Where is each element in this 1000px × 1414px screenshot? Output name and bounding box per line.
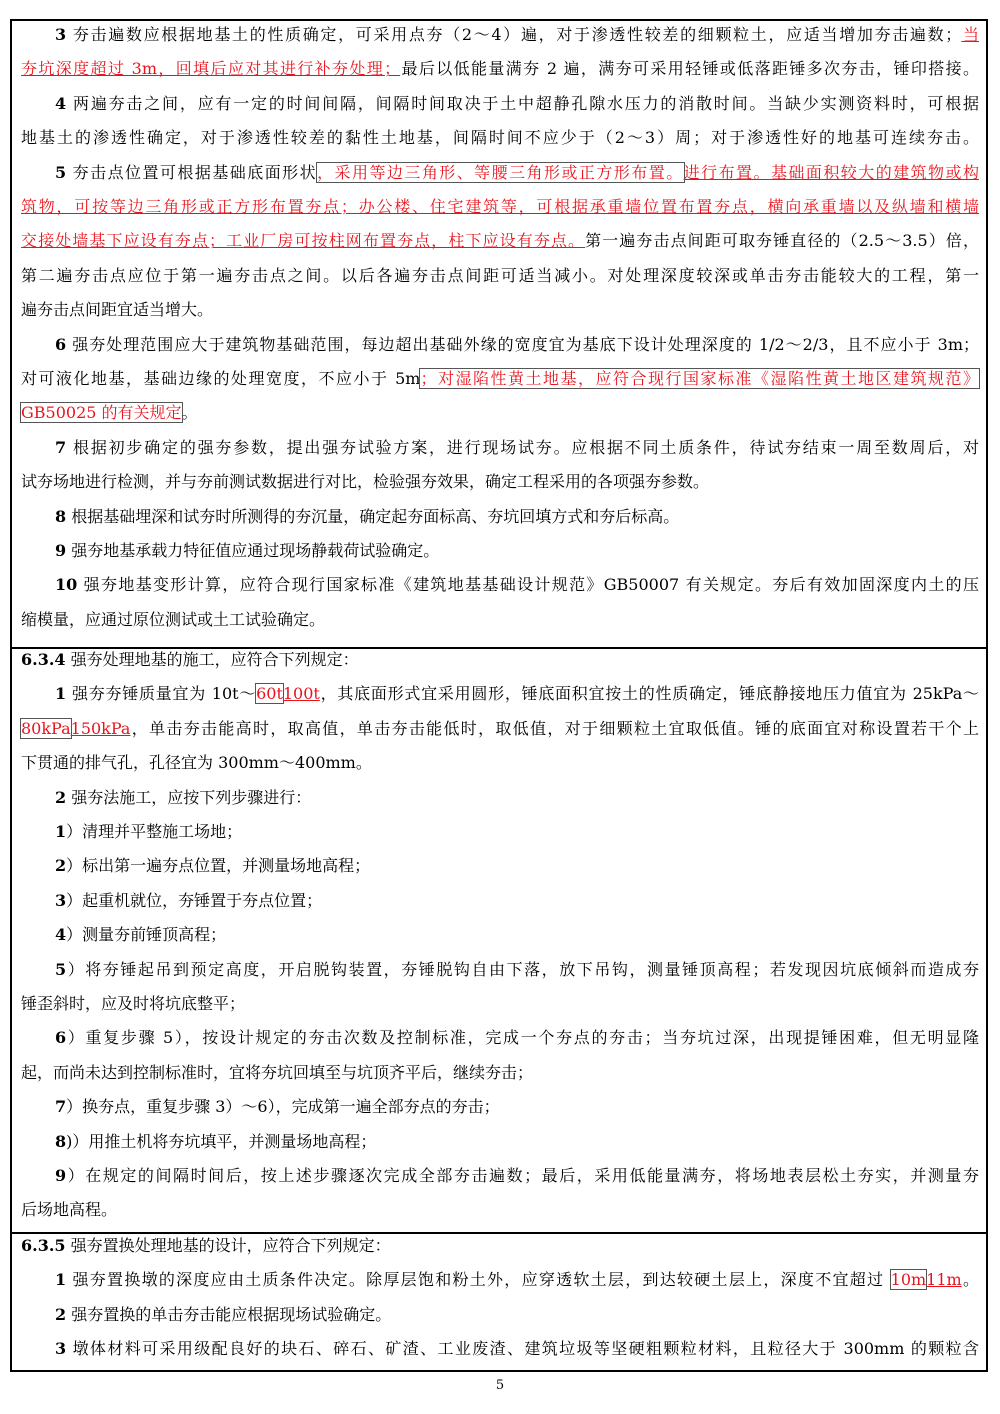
item-number: 3	[55, 890, 67, 910]
text-line	[55, 333, 979, 357]
item-number: 7	[55, 1097, 67, 1117]
page-number: 5	[495, 1378, 505, 1393]
body-text: 两遍夯击之间，应有一定的时间间隔，间隔时间取决于土中超静孔隙水压力的消散时间。当缺少实测资料时，可根据	[66, 93, 979, 113]
text-line	[21, 608, 979, 632]
deleted-text-box: 60t	[256, 684, 283, 704]
item-number: 2	[55, 787, 67, 807]
text-line	[21, 470, 979, 494]
text-line	[55, 1303, 979, 1327]
item-number: 4	[55, 93, 67, 113]
item-number: 9	[55, 1166, 67, 1185]
body-text: )）用推土机将夯坑填平，并测量场地高程；	[66, 1131, 377, 1151]
deleted-text-box: 10m	[890, 1270, 927, 1290]
body-text: 强夯处理地基的施工，应符合下列规定：	[65, 650, 359, 669]
item-number: 2	[55, 1304, 67, 1324]
body-text: 强夯地基变形计算，应符合现行国家标准《建筑地基基础设计规范》GB50007 有关规定。夯后有效加固深度内土的压	[77, 575, 979, 595]
item-number: 6	[55, 1028, 67, 1048]
body-text: 第二遍夯击点应位于第一遍夯击点之间。以后各遍夯击点间距可适当减小。对处理深度较深或单击夯击能较大的工程，第一	[21, 265, 979, 285]
text-line	[55, 786, 979, 810]
item-number: 6	[55, 334, 67, 354]
body-text: 对可液化地基，基础边缘的处理宽度，不应小于 5m	[21, 369, 421, 388]
body-text: ）清理并平整施工场地；	[66, 822, 243, 841]
body-text: 最后以低能量满夯 2 遍，满夯可采用轻锤或低落距锤多次夯击，锤印搭接。	[400, 59, 979, 79]
item-number: 2	[55, 856, 67, 876]
body-text: 。	[961, 1270, 979, 1290]
item-number: 8	[55, 506, 67, 526]
text-line	[55, 923, 979, 947]
body-text: 根据基础埋深和试夯时所测得的夯沉量，确定起夯面标高、夯坑回填方式和夯后标高。	[66, 506, 680, 526]
text-line	[21, 195, 979, 219]
text-line	[55, 1130, 979, 1154]
body-text: 第一遍夯击点间距可取夯锤直径的（2.5～3.5）倍，	[585, 231, 979, 251]
text-line	[55, 573, 979, 597]
text-line	[21, 367, 979, 391]
body-text: ）标出第一遍夯点位置，并测量场地高程；	[66, 856, 371, 876]
body-text: 强夯地基承载力特征值应通过现场静载荷试验确定。	[66, 541, 440, 560]
item-number: 8	[55, 1131, 67, 1151]
text-line	[55, 958, 979, 982]
text-line	[55, 1026, 979, 1050]
deleted-text-box: GB50025 的有关规定	[21, 403, 182, 423]
body-text: 试夯场地进行检测，并与夯前测试数据进行对比，检验强夯效果，确定工程采用的各项强夯参数。	[21, 472, 710, 492]
text-line	[55, 161, 979, 185]
body-text: 强夯法施工，应按下列步骤进行：	[66, 787, 312, 807]
text-line	[55, 1164, 979, 1188]
item-number: 5	[55, 959, 67, 979]
text-line	[55, 854, 979, 878]
text-line	[21, 298, 979, 322]
item-number: 1	[55, 1270, 67, 1290]
text-line	[21, 229, 979, 253]
body-text: ，其底面形式宜采用圆形，锤底面积宜按土的性质确定，锤底静接地压力值宜为 25kPa～	[319, 684, 979, 704]
text-line	[21, 1061, 979, 1085]
text-line	[21, 751, 979, 775]
inserted-text: 筑物，可按等边三角形或正方形布置夯点；办公楼、住宅建筑等，可根据承重墙位置布置夯点，横向承重墙以及纵墙和横墙	[21, 197, 979, 216]
body-text: 遍夯击点间距宜适当增大。	[21, 300, 214, 320]
inserted-text: 交接处墙基下应设有夯点；工业厂房可按柱网布置夯点，柱下应设有夯点。	[21, 231, 586, 251]
text-line	[21, 401, 979, 425]
body-text: 地基土的渗透性确定，对于渗透性较差的黏性土地基，间隔时间不应少于（2～3）周；对于渗透性好的地基可连续夯击。	[21, 128, 979, 148]
body-text: ）重复步骤 5），按设计规定的夯击次数及控制标准，完成一个夯点的夯击；当夯坑过深，出现提锤困难，但无明显隆	[66, 1028, 979, 1048]
text-line	[55, 1268, 979, 1292]
item-number: 10	[55, 575, 78, 595]
text-line	[55, 92, 979, 116]
text-line	[55, 505, 979, 529]
body-text: ）将夯锤起吊到预定高度，开启脱钩装置，夯锤脱钩自由下落，放下吊钩，测量锤顶高程；若发现因坑底倾斜而造成夯	[66, 959, 979, 979]
body-text: ）测量夯前锤顶高程；	[66, 925, 227, 945]
text-line	[55, 23, 979, 47]
inserted-text: 100t	[282, 684, 320, 704]
item-number: 1	[55, 822, 67, 841]
text-line	[55, 682, 979, 706]
body-text: 锤歪斜时，应及时将坑底整平；	[21, 994, 246, 1013]
body-text: 根据初步确定的强夯参数，提出强夯试验方案，进行现场试夯。应根据不同土质条件，待试夯结束一周至数周后，对	[66, 437, 979, 457]
text-line	[21, 264, 979, 288]
body-text: ）起重机就位，夯锤置于夯点位置；	[66, 890, 323, 910]
body-text: 强夯置换的单击夯击能应根据现场试验确定。	[66, 1304, 392, 1324]
item-number: 6.3.5	[21, 1236, 66, 1255]
body-text: ）在规定的间隔时间后，按上述步骤逐次完成全部夯击遍数；最后，采用低能量满夯，将场地表层松土夯实，并测量夯	[66, 1166, 979, 1185]
inserted-text: 150kPa	[70, 718, 131, 738]
body-text: 。	[181, 403, 198, 423]
deleted-text-box: 80kPa	[21, 718, 71, 738]
inserted-text: 进行布置。基础面积较大的建筑物或构	[683, 162, 979, 182]
body-text: 强夯夯锤质量宜为 10t～	[66, 684, 257, 704]
body-text: 强夯处理范围应大于建筑物基础范围，每边超出基础外缘的宽度宜为基底下设计处理深度的 1/2～2/3，且不应小于 3m；	[66, 334, 979, 354]
body-text: 后场地高程。	[21, 1200, 118, 1220]
body-text: 起，而尚未达到控制标准时，宜将夯坑回填至与坑顶齐平后，继续夯击；	[21, 1062, 534, 1082]
inserted-text: 夯坑深度超过 3m，回填后应对其进行补夯处理；	[21, 59, 401, 79]
text-line	[21, 717, 979, 741]
body-text: ）换夯点，重复步骤 3）～6），完成第一遍全部夯点的夯击；	[66, 1097, 500, 1117]
body-text: ，单击夯击能高时，取高值，单击夯击能低时，取低值，对于细颗粒土宜取低值。锤的底面宜对称设置若干个上	[130, 718, 979, 738]
body-text: 强夯置换处理地基的设计，应符合下列规定：	[65, 1236, 391, 1255]
item-number: 4	[55, 925, 67, 945]
text-line	[55, 539, 979, 563]
body-text: 夯击点位置可根据基础底面形状	[66, 162, 318, 182]
inserted-text: 当	[961, 25, 979, 44]
body-text: 墩体材料可采用级配良好的块石、碎石、矿渣、工业废渣、建筑垃圾等坚硬粗颗粒材料，且粒径大于 300mm 的颗粒含	[66, 1339, 979, 1359]
text-line	[21, 126, 979, 150]
item-number: 3	[55, 25, 67, 44]
text-line	[55, 1337, 979, 1361]
text-line	[21, 1234, 979, 1258]
text-line	[55, 1095, 979, 1119]
body-text: 下贯通的排气孔，孔径宜为 300mm～400mm。	[21, 753, 372, 773]
text-line	[21, 57, 979, 81]
body-text: 强夯置换墩的深度应由土质条件决定。除厚层饱和粉土外，应穿透软土层，到达较硬土层上，深度不宜超过	[66, 1270, 891, 1290]
text-line	[55, 436, 979, 460]
body-text: 夯击遍数应根据地基土的性质确定，可采用点夯（2～4）遍，对于渗透性较差的细颗粒土，应适当增加夯击遍数；	[66, 25, 962, 44]
text-line	[21, 1198, 979, 1222]
text-line	[21, 648, 979, 672]
item-number: 1	[55, 684, 67, 704]
inserted-text: 11m	[926, 1270, 962, 1290]
body-text: 缩模量，应通过原位测试或土工试验确定。	[21, 609, 326, 629]
text-line	[55, 889, 979, 913]
item-number: 3	[55, 1339, 67, 1359]
item-number: 7	[55, 437, 67, 457]
item-number: 9	[55, 541, 67, 560]
item-number: 5	[55, 162, 67, 182]
deleted-text-box: ，采用等边三角形、等腰三角形或正方形布置。	[317, 162, 684, 182]
deleted-text-box: ；对湿陷性黄土地基，应符合现行国家标准《湿陷性黄土地区建筑规范》	[420, 369, 979, 388]
item-number: 6.3.4	[21, 650, 66, 669]
text-line	[21, 992, 979, 1016]
text-line	[55, 820, 979, 844]
